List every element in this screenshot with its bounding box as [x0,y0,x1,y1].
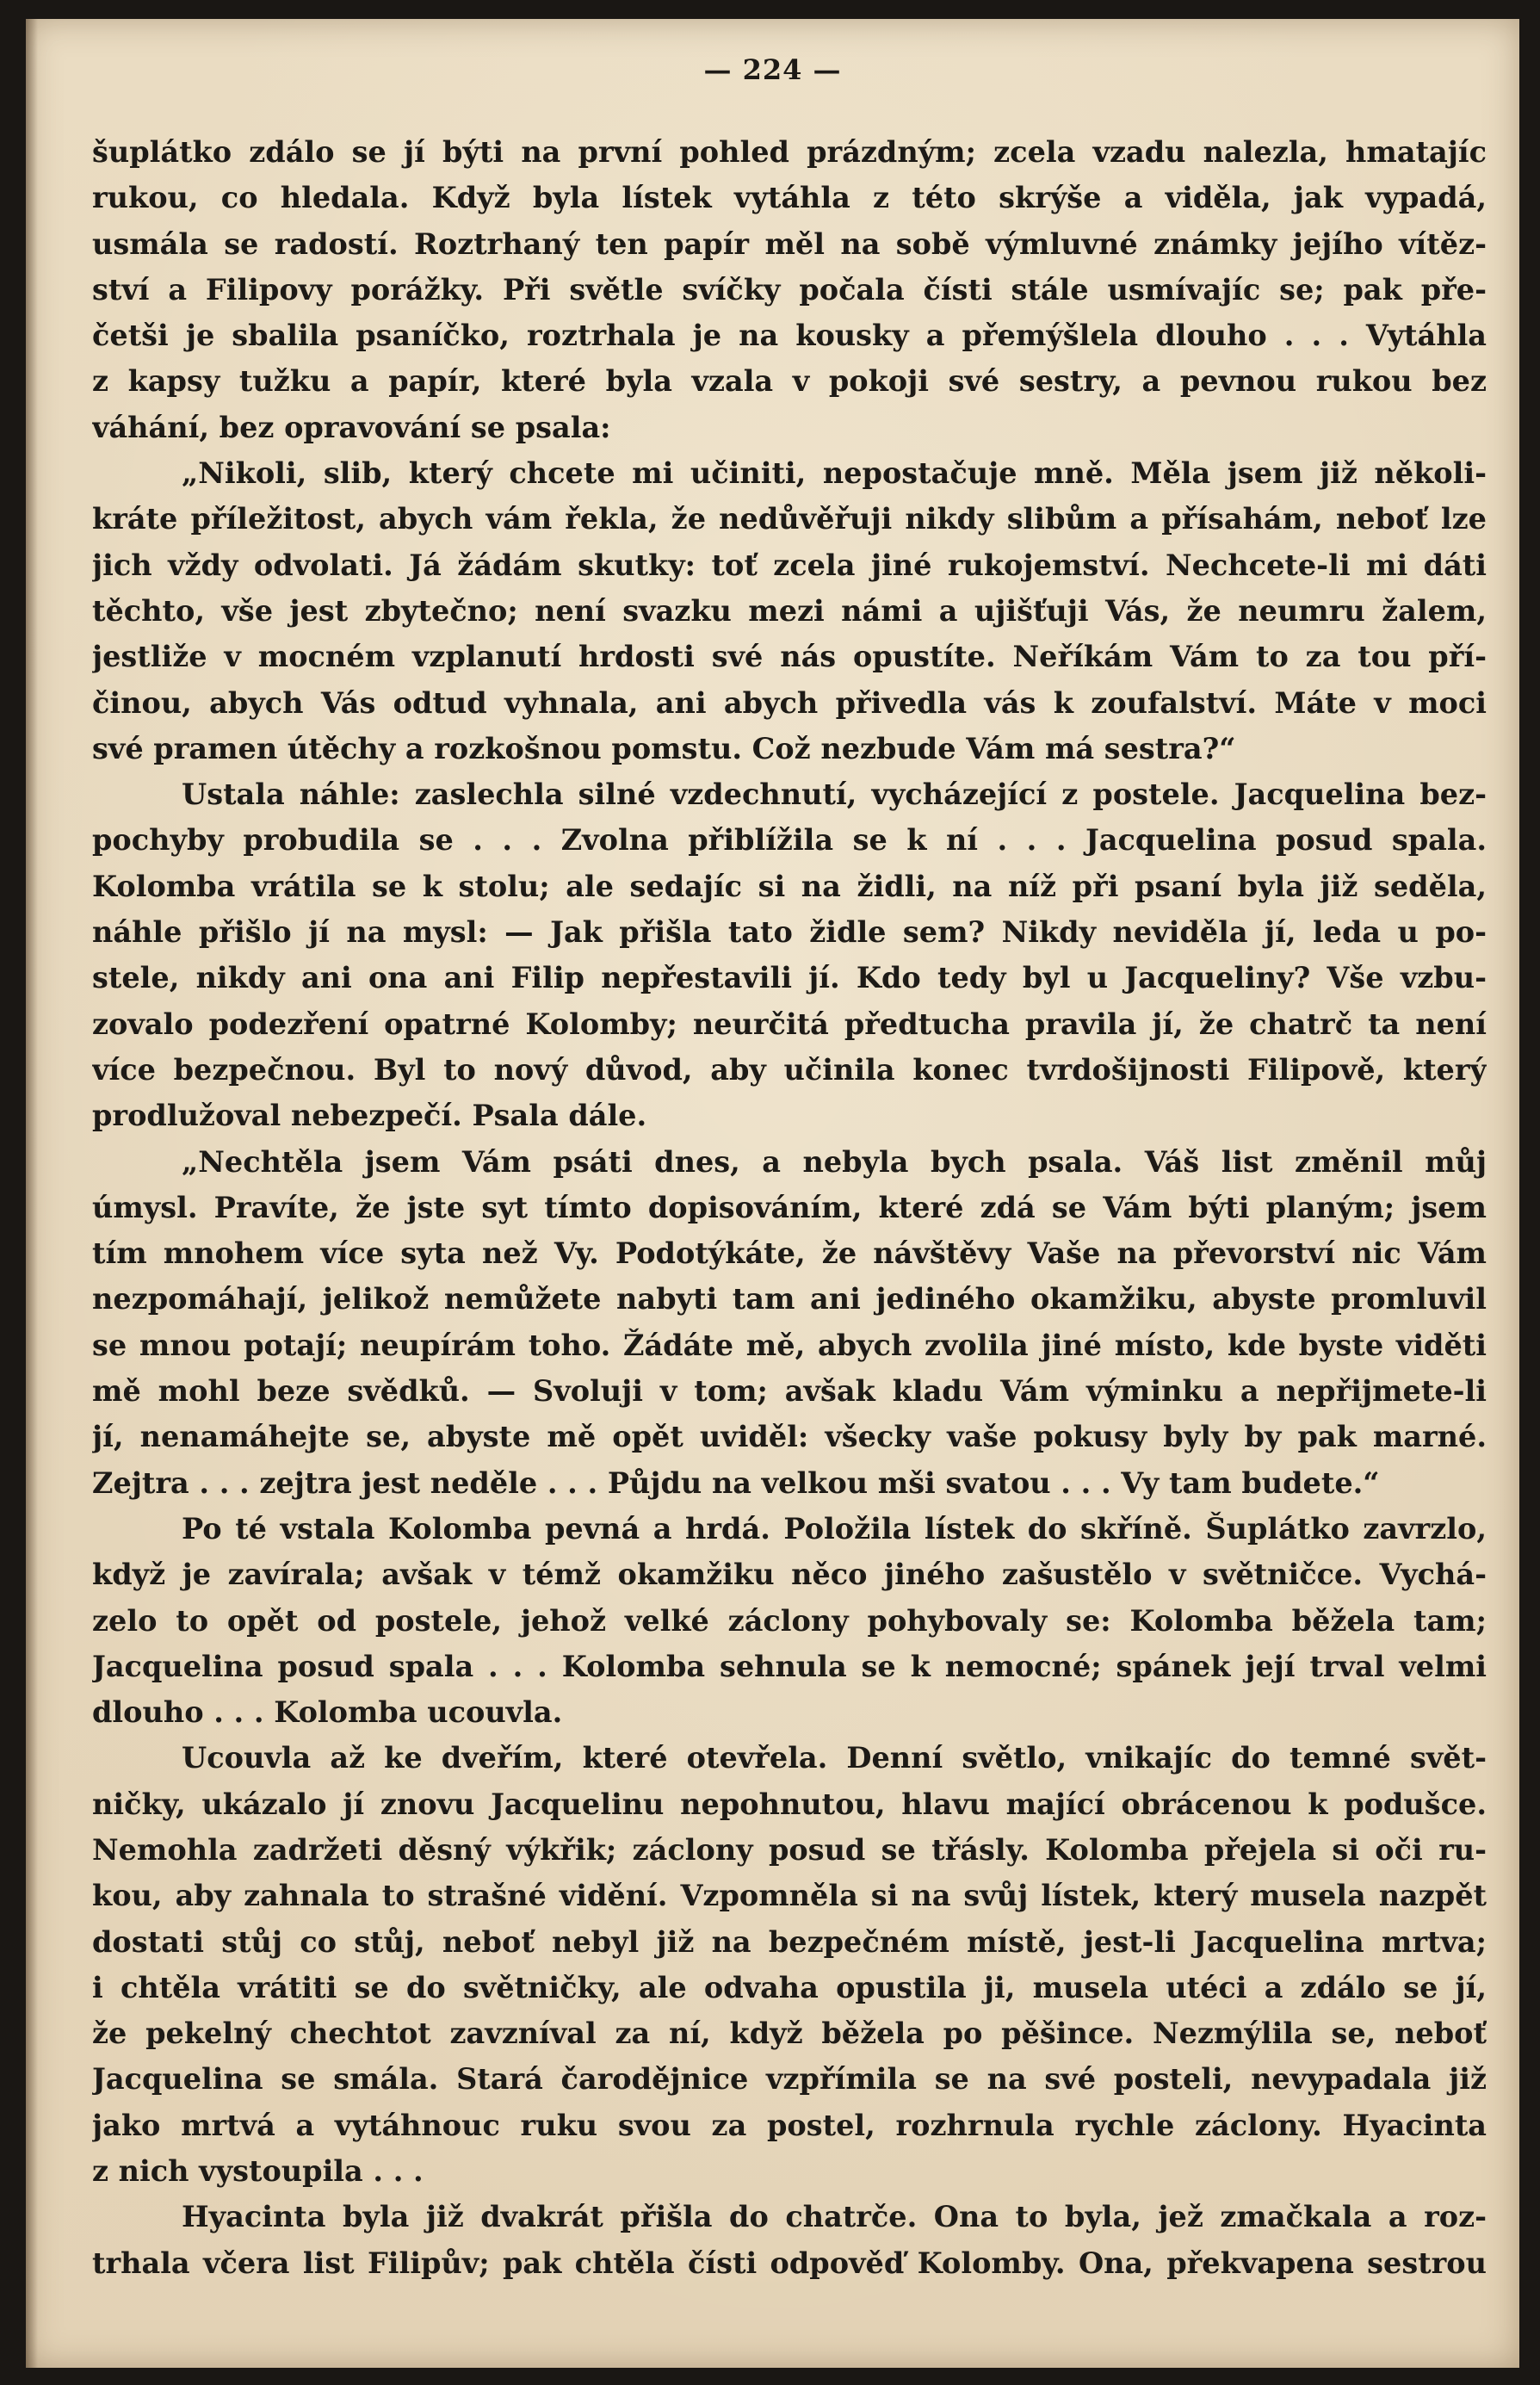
text-line: Ucouvla až ke dveřím, které otevřela. Denní světlo, vnikajíc do temné svět- [182,1741,1487,1775]
text-line: jako mrtvá a vytáhnouc ruku svou za postel, rozhrnula rychle záclony. Hyacinta [92,2108,1487,2142]
text-line: trhala včera list Filipův; pak chtěla čísti odpověď Kolomby. Ona, překvapena sestrou [92,2246,1487,2280]
text-line: četši je sbalila psaníčko, roztrhala je na kousky a přemýšlela dlouho . . . Vytáhla [92,319,1487,353]
book-page [26,19,1519,2368]
text-line: jestliže v mocném vzplanutí hrdosti své nás opustíte. Neříkám Vám to za tou pří- [92,640,1487,674]
page-number: — 224 — [703,53,842,86]
text-line: prodlužoval nebezpečí. Psala dále. [92,1099,647,1133]
text-line: Hyacinta byla již dvakrát přišla do chatrče. Ona to byla, jež zmačkala a roz- [182,2200,1487,2234]
text-line: jí, nenamáhejte se, abyste mě opět uviděl: všecky vaše pokusy byly by pak marné. [92,1420,1487,1454]
text-line: kráte příležitost, abych vám řekla, že nedůvěřuji nikdy slibům a přísahám, neboť lze [92,502,1487,536]
page-edge-shadow [26,19,38,2368]
text-line: těchto, vše jest zbytečno; není svazku mezi námi a ujišťuji Vás, že neumru žalem, [92,593,1487,628]
text-line: své pramen útěchy a rozkošnou pomstu. Což nezbude Vám má sestra?“ [92,731,1236,765]
text-line: náhle přišlo jí na mysl: — Jak přišla tato židle sem? Nikdy neviděla jí, leda u po- [92,915,1487,950]
text-line: z kapsy tužku a papír, které byla vzala v pokoji své sestry, a pevnou rukou bez [92,364,1487,399]
text-line: tím mnohem více syta než Vy. Podotýkáte, že návštěvy Vaše na převorství nic Vám [92,1236,1487,1271]
paragraph-5 [92,1506,1487,1735]
text-line: úmysl. Pravíte, že jste syt tímto dopisováním, které zdá se Vám býti planým; jsem [92,1190,1487,1224]
text-line: Nemohla zadržeti děsný výkřik; záclony posud se třásly. Kolomba přejela si oči ru- [92,1832,1487,1867]
text-line: stele, nikdy ani ona ani Filip nepřestavili jí. Kdo tedy byl u Jacqueliny? Vše vzbu- [92,961,1487,995]
text-line: když je zavírala; avšak v témž okamžiku něco jiného zašustělo v světničce. Vychá- [92,1558,1487,1592]
text-line: že pekelný chechtot zavzníval za ní, když běžela po pěšince. Nezmýlila se, neboť [92,2016,1487,2051]
text-line: Zejtra . . . zejtra jest neděle . . . Půjdu na velkou mši svatou . . . Vy tam budete.“ [92,1465,1380,1500]
text-line: dlouho . . . Kolomba ucouvla. [92,1695,563,1730]
paragraph-2 [92,450,1487,771]
text-line: kou, aby zahnala to strašné vidění. Vzpomněla si na svůj lístek, který musela nazpět [92,1879,1487,1913]
text-line: šuplátko zdálo se jí býti na první pohled prázdným; zcela vzadu nalezla, hmatajíc [92,135,1487,169]
paragraph-7 [92,2194,1487,2286]
text-line: Kolomba vrátila se k stolu; ale sedajíc si na židli, na níž při psaní byla již seděla, [92,869,1487,903]
text-line: pochyby probudila se . . . Zvolna přiblížila se k ní . . . Jacquelina posud spala. [92,823,1487,858]
text-line: „Nechtěla jsem Vám psáti dnes, a nebyla bych psala. Váš list změnil můj [182,1144,1487,1179]
text-line: více bezpečnou. Byl to nový důvod, aby učinila konec tvrdošijnosti Filipově, který [92,1052,1487,1087]
text-line: „Nikoli, slib, který chcete mi učiniti, nepostačuje mně. Měla jsem již několi- [182,456,1487,491]
paragraph-1 [92,129,1487,450]
text-line: zovalo podezření opatrné Kolomby; neurčitá předtucha pravila jí, že chatrč ta není [92,1007,1487,1041]
text-line: Jacquelina se smála. Stará čarodějnice vzpřímila se na své posteli, nevypadala již [92,2062,1487,2097]
text-line: Ustala náhle: zaslechla silné vzdechnutí, vycházející z postele. Jacquelina bez- [182,777,1487,812]
text-line: z nich vystoupila . . . [92,2154,424,2189]
text-line: jich vždy odvolati. Já žádám skutky: toť zcela jiné rukojemství. Nechcete-li mi dáti [92,548,1487,582]
text-line: mě mohl beze svědků. — Svoluji v tom; avšak kladu Vám výminku a nepřijmete-li [92,1374,1487,1409]
text-line: rukou, co hledala. Když byla lístek vytáhla z této skrýše a viděla, jak vypadá, [92,181,1487,215]
text-line: Po té vstala Kolomba pevná a hrdá. Položila lístek do skříně. Šuplátko zavrzlo, [182,1511,1487,1546]
text-line: ství a Filipovy porážky. Při světle svíčky počala čísti stále usmívajíc se; pak pře- [92,272,1487,307]
text-line: nezpomáhají, jelikož nemůžete nabyti tam ani jediného okamžiku, abyste promluvil [92,1282,1487,1316]
text-line: i chtěla vrátiti se do světničky, ale odvaha opustila ji, musela utéci a zdálo se jí, [92,1970,1487,2004]
body-text [92,129,1487,2286]
text-line: se mnou potají; neupírám toho. Žádáte mě, abych zvolila jiné místo, kde byste viděti [92,1328,1487,1362]
text-line: váhání, bez opravování se psala: [92,410,611,444]
paragraph-4 [92,1139,1487,1506]
text-line: ničky, ukázalo jí znovu Jacquelinu nepohnutou, hlavu mající obrácenou k podušce. [92,1787,1487,1821]
text-line: Jacquelina posud spala . . . Kolomba sehnula se k nemocné; spánek její trval velmi [92,1649,1487,1683]
paragraph-6 [92,1735,1487,2194]
paragraph-3 [92,771,1487,1138]
text-line: dostati stůj co stůj, neboť nebyl již na bezpečném místě, jest-li Jacquelina mrtva; [92,1924,1487,1959]
text-line: zelo to opět od postele, jehož velké záclony pohybovaly se: Kolomba běžela tam; [92,1603,1487,1638]
text-line: usmála se radostí. Roztrhaný ten papír měl na sobě výmluvné známky jejího vítěz- [92,226,1487,261]
text-line: činou, abych Vás odtud vyhnala, ani abych přivedla vás k zoufalství. Máte v moci [92,685,1487,720]
